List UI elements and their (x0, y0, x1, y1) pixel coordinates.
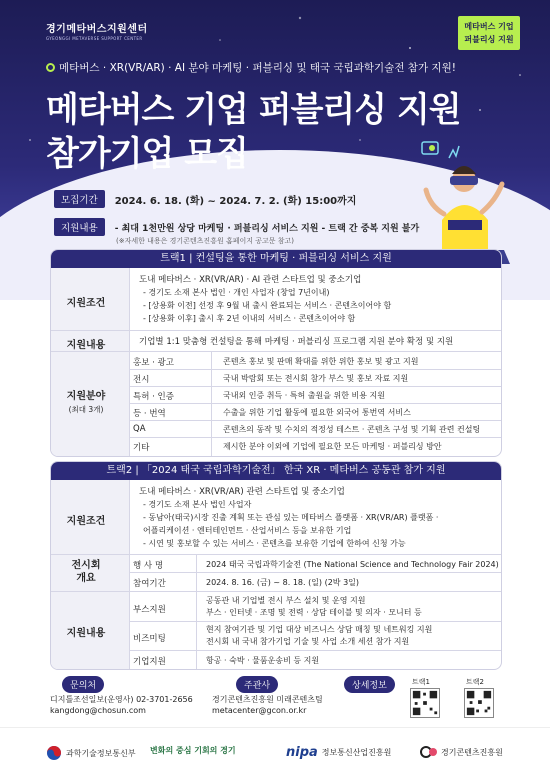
track2-row-divider (51, 591, 501, 592)
track2-panel (50, 461, 502, 670)
field-divider (129, 420, 502, 421)
track2-sub-row-divider (129, 572, 502, 573)
field-divider (129, 386, 502, 387)
fields-label-text: 지원분야 (66, 391, 106, 402)
track2-sub-row-divider (129, 621, 502, 622)
field-divider (129, 403, 502, 404)
field-key: 등 · 번역 (133, 409, 166, 419)
sponsor-name: 변화의 중심 기회의 경기 (150, 746, 236, 755)
vr-user-illustration (404, 128, 514, 268)
participation-period-value: 2024. 8. 16. (금) ~ 8. 18. (일) (2박 3일) (206, 578, 360, 587)
track2-exhibition-label (51, 559, 121, 585)
inquiry-phone: 디지틀조선일보(운영사) 02-3701-2656 (50, 695, 193, 704)
field-key: 홍보 · 광고 (133, 358, 174, 368)
host-label: 주관사 (236, 676, 278, 693)
sponsor-logo-gcon (420, 745, 503, 759)
support-note: (※자세한 내용은 경기콘텐츠진흥원 홈페이지 공고문 참고) (116, 237, 294, 245)
period-row (54, 190, 356, 208)
inquiry-email[interactable]: kangdong@chosun.com (50, 706, 146, 715)
sponsor-name: 정보통신산업진흥원 (321, 748, 392, 757)
track1-panel (50, 249, 502, 457)
support-label: 지원내용 (54, 218, 105, 236)
track2-sub-row-divider (129, 650, 502, 651)
qr-code-track2-icon[interactable] (464, 688, 494, 718)
fields-label-sub: (최대 3개) (68, 405, 104, 414)
field-key: QA (133, 424, 146, 434)
ring-icon (46, 63, 55, 72)
track2-condition-line: - 동남아(태국)시장 진출 계획 또는 관심 있는 메타버스 플랫폼 · XR(VR/AR) 플랫폼 · (143, 513, 439, 522)
track1-condition-line: - [상용화 이후] 출시 후 2년 이내의 서비스 · 콘텐츠이어야 함 (143, 314, 356, 323)
period-value: 2024. 6. 18. (화) ~ 2024. 7. 2. (화) 15:00까지 (114, 195, 357, 207)
category-badge (458, 16, 520, 50)
subline-text: 메타버스 · XR(VR/AR) · AI 분야 마케팅 · 퍼블리싱 및 태국 국립과학기술전 참가 지원! (59, 62, 456, 74)
track2-condition-line: - 경기도 소재 본사 법인 사업자 (143, 500, 252, 509)
participation-period-key: 참여기간 (133, 579, 166, 589)
hero-subline (46, 60, 456, 75)
track1-row-divider (51, 351, 501, 352)
sponsor-logo-msit (46, 745, 136, 761)
exhibition-label-2: 개요 (76, 573, 96, 584)
field-desc: 콘텐츠의 동작 및 수치의 적정성 테스트 · 콘텐츠 구성 및 기획 관련 컨설팅 (223, 425, 481, 434)
track1-fields-divider (211, 351, 212, 457)
exhibition-label-1: 전시회 (71, 560, 101, 571)
taeguk-icon (46, 745, 62, 761)
track1-condition-line: - 경기도 소재 본사 법인 · 개인 사업자 (창업 7년이내) (143, 288, 330, 297)
support-item-line: 현지 참여기관 및 기업 대상 비즈니스 상담 매칭 및 네트워킹 지원 (206, 625, 433, 634)
field-divider (129, 437, 502, 438)
field-key: 특허 · 인증 (133, 392, 174, 402)
support-item-line: 전시회 내 국내 참가기업 기술 및 사업 소개 세션 참가 지원 (206, 637, 410, 646)
support-item-line: 항공 · 숙박 · 물품운송비 등 지원 (206, 656, 320, 665)
qr-code-track1-icon[interactable] (410, 688, 440, 718)
field-desc: 국내외 인증 취득 · 특허 출원을 위한 비용 지원 (223, 391, 385, 400)
field-desc: 수출을 위한 기업 활동에 필요한 외국어 통번역 서비스 (223, 408, 411, 417)
field-desc: 제시한 분야 이외에 기업에 필요한 모든 마케팅 · 퍼블리싱 방안 (223, 442, 442, 451)
sponsor-name: 경기콘텐츠진흥원 (441, 747, 503, 757)
period-label: 모집기간 (54, 190, 105, 208)
track2-divider (129, 480, 130, 670)
gca-mark-icon (420, 745, 438, 759)
sponsor-logo-nipa (286, 745, 391, 760)
support-row (54, 218, 419, 236)
event-key: 행 사 명 (133, 561, 164, 571)
track2-condition-line: 도내 메타버스 · XR(VR/AR) 관련 스타트업 및 중소기업 (139, 487, 345, 497)
org-logo (46, 20, 148, 41)
badge-line-2: 퍼블리싱 지원 (464, 35, 514, 44)
track2-header: 트랙2 | 「2024 태국 국립과학기술전」 한국 XR · 메타버스 공동관 참가 지원 (51, 462, 501, 480)
host-email[interactable]: metacenter@gcon.or.kr (212, 706, 307, 715)
qr2-label: 트랙2 (466, 678, 484, 686)
field-divider (129, 369, 502, 370)
event-value: 2024 태국 국립과학기술전 (The National Science and Technology Fair 2024) (206, 560, 499, 569)
track1-condition-line: 도내 메타버스 · XR(VR/AR) · AI 관련 스타트업 및 중소기업 (139, 275, 362, 285)
track1-conditions-label: 지원조건 (66, 298, 106, 309)
support-value: - 최대 1천만원 상당 마케팅 · 퍼블리싱 서비스 지원 - 트랙 간 중복 지원 불가 (114, 223, 420, 234)
support-item-line: 부스 · 인터넷 · 조명 및 전력 · 상담 테이블 및 의자 · 모니터 등 (206, 608, 422, 617)
field-key: 전시 (133, 375, 150, 385)
badge-line-1: 메타버스 기업 (464, 22, 514, 31)
track2-condition-line: 어플리케이션 · 엔터테인먼트 · 산업서비스 등을 보유한 기업 (143, 526, 352, 535)
track1-row-divider (51, 330, 501, 331)
support-item-key: 부스지원 (133, 605, 166, 615)
field-desc: 국내 박람회 또는 전시회 참가 부스 및 홍보 자료 지원 (223, 374, 409, 383)
support-item-key: 비즈미팅 (133, 634, 166, 644)
field-key: 기타 (133, 443, 150, 453)
sponsor-name: 과학기술정보통신부 (66, 748, 136, 758)
track2-content-label: 지원내용 (66, 628, 106, 639)
support-item-line: 공동관 내 기업별 전시 부스 설치 및 운영 지원 (206, 596, 366, 605)
nipa-mark-icon: nipa (286, 745, 318, 760)
org-logo-subtext: GYEONGGI METAVERSE SUPPORT CENTER (46, 36, 143, 41)
page-title-line-1: 메타버스 기업 퍼블리싱 지원 (46, 90, 461, 130)
field-desc: 콘텐츠 홍보 및 판매 확대를 위한 위한 홍보 및 광고 지원 (223, 357, 419, 366)
sponsor-logo-gyeonggi (150, 745, 236, 756)
track1-content-label: 지원내용 (66, 340, 106, 351)
qr1-label: 트랙1 (412, 678, 430, 686)
track1-header: 트랙1 | 컨설팅을 통한 마케팅 · 퍼블리싱 서비스 지원 (51, 250, 501, 268)
page-title-line-2: 참가기업 모집 (46, 134, 248, 174)
track2-condition-line: - 시연 및 홍보할 수 있는 서비스 · 콘텐츠를 보유한 기업에 한하여 신청 가능 (143, 539, 406, 548)
track1-condition-line: - [상용화 이전] 선정 후 9월 내 출시 완료되는 서비스 · 콘텐츠이어야 함 (143, 301, 392, 310)
track2-conditions-label: 지원조건 (66, 516, 106, 527)
detail-label: 상세정보 (344, 676, 395, 693)
track1-content-value: 기업별 1:1 맞춤형 컨설팅을 통해 마케팅 · 퍼블리싱 프로그램 지원 분야 확정 및 지원 (139, 337, 454, 347)
track1-fields-label (51, 387, 121, 415)
host-team: 경기콘텐츠진흥원 미래콘텐츠팀 (212, 695, 323, 704)
track2-row-divider (51, 554, 501, 555)
inquiry-label: 문의처 (62, 676, 104, 693)
sponsor-footer (0, 727, 550, 777)
org-logo-text: 경기메타버스지원센터 (46, 24, 148, 35)
track1-divider (129, 268, 130, 457)
support-item-key: 기업지원 (133, 657, 166, 667)
